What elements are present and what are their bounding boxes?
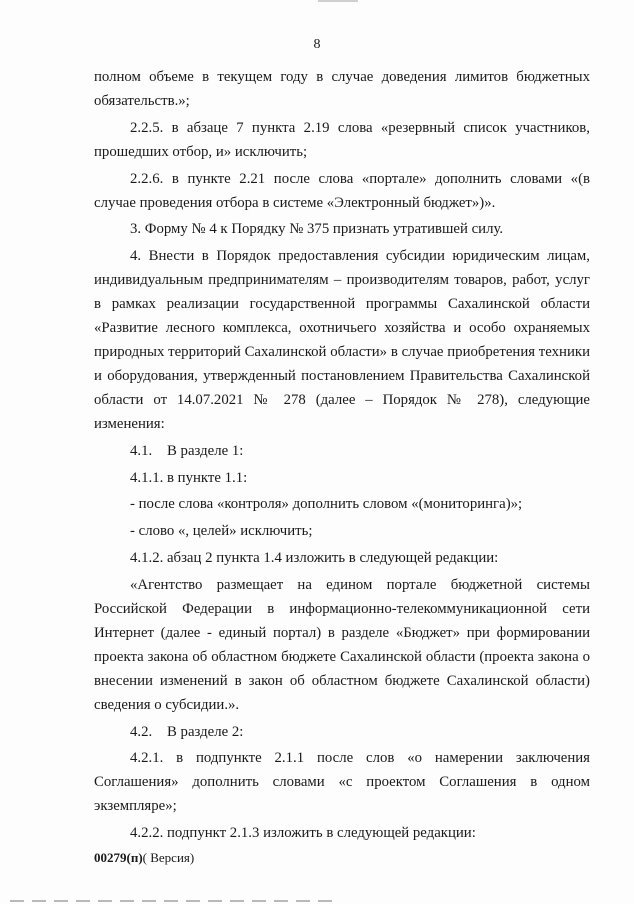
paragraph-continuation: полном объеме в текущем году в случае доведения лимитов бюджетных обязательств.»; — [94, 69, 590, 109]
paragraph-4-1-1: 4.1.1. в пункте 1.1: — [130, 469, 248, 486]
scan-artifact-bottom — [10, 900, 340, 902]
paragraph-4: 4. Внести в Порядок предоставления субсидии юридическим лицам, индивидуальным предпринимателям – производителям товаров, работ, услуг в рамках реализации государственной программы Сахалинской области «Развитие лесного комплекса, охотничьего хозяйства и особо охраняемых природных территорий Сахалинской области» в случае приобретения техники и оборудования, утвержденный постановлением Правительства Сахалинской области от 14.07.2021 № 278 (далее – Порядок № 278), следующие изменения: — [94, 248, 590, 432]
paragraph-3: 3. Форму № 4 к Порядку № 375 признать утратившей силу. — [130, 221, 504, 238]
paragraph-quote: «Агентство размещает на едином портале бюджетной системы Российской Федерации в информационно-телекоммуникационной сети Интернет (далее - единый портал) в разделе «Бюджет» при формировании проекта закона об областном бюджете Сахалинской области (проекта закона о внесении изменений в закон об областном бюджете Сахалинской области) сведения о субсидии.». — [94, 577, 590, 713]
paragraph-4-2-2: 4.2.2. подпункт 2.1.3 изложить в следующей редакции: — [130, 825, 476, 842]
document-code: 00279(п) — [94, 850, 143, 865]
paragraph-dash-2: - слово «, целей» исключить; — [130, 523, 313, 540]
paragraph-2-2-6: 2.2.6. в пункте 2.21 после слова «портале» дополнить словами «(в случае проведения отбора в системе «Электронный бюджет»)». — [94, 170, 590, 211]
page-number: 8 — [313, 37, 321, 52]
paragraph-4-1: 4.1. В разделе 1: — [130, 442, 244, 459]
document-version: ( Версия) — [142, 850, 195, 865]
paragraph-2-2-5: 2.2.5. в абзаце 7 пункта 2.19 слова «резервный список участников, прошедших отбор, и» исключить; — [94, 119, 590, 160]
paragraph-4-1-2: 4.1.2. абзац 2 пункта 1.4 изложить в следующей редакции: — [130, 550, 499, 567]
footer — [94, 850, 194, 866]
paragraph-4-2-1: 4.2.1. в подпункте 2.1.1 после слов «о намерении заключения Соглашения» дополнить словами «с проектом Соглашения в одном экземпляре»; — [94, 750, 590, 815]
scan-artifact-top — [318, 0, 358, 2]
paragraph-dash-1: - после слова «контроля» дополнить словом «(мониторинга)»; — [130, 496, 523, 513]
document-body — [94, 66, 590, 849]
paragraph-4-2: 4.2. В разделе 2: — [130, 723, 244, 740]
